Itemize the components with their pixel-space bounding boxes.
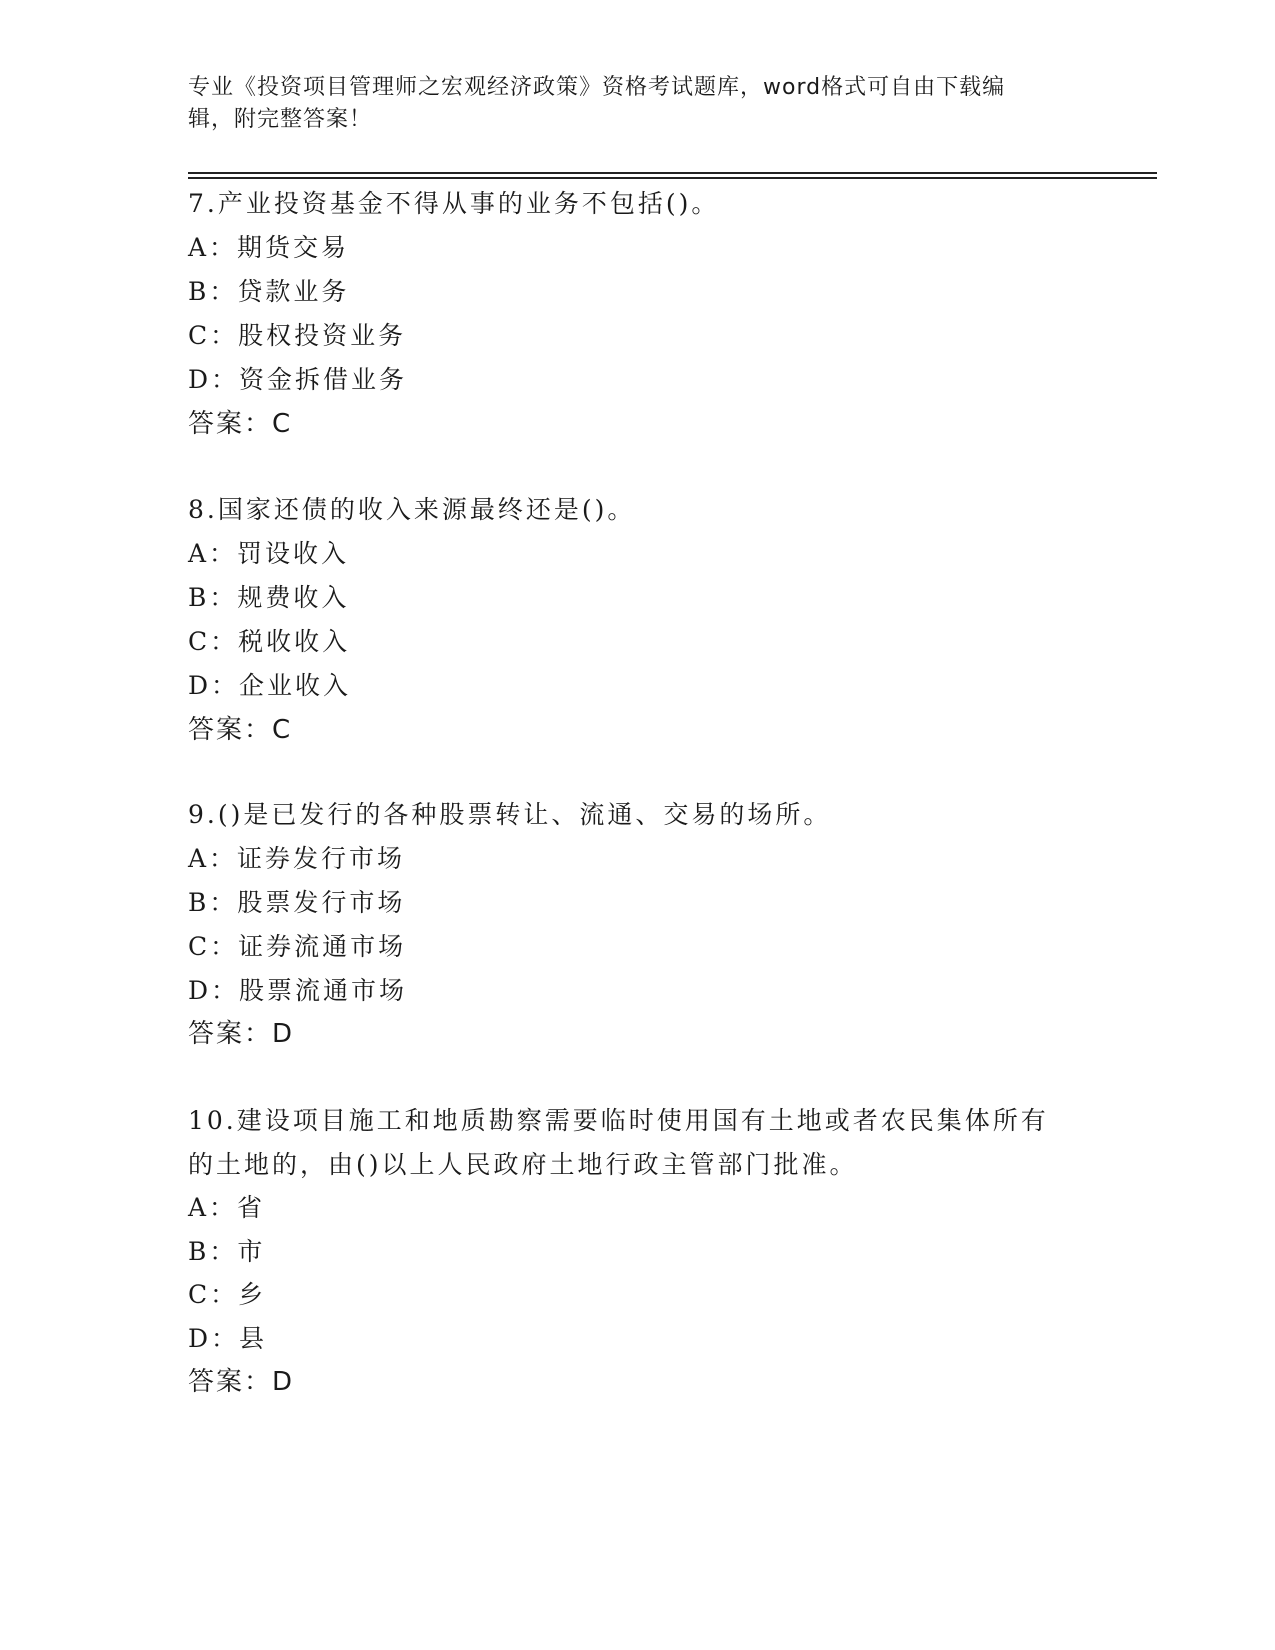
answer-line: 答案：D	[188, 1367, 295, 1397]
option-d: D：资金拆借业务	[188, 365, 408, 394]
question-text: 9.()是已发行的各种股票转让、流通、交易的场所。	[188, 800, 832, 829]
header-rule-top	[188, 172, 1157, 174]
answer-line: 答案：C	[188, 409, 293, 439]
intro-line-1: 专业《投资项目管理师之宏观经济政策》资格考试题库，word格式可自由下载编	[188, 75, 1006, 100]
option-a: A：省	[188, 1193, 266, 1222]
question-text: 8.国家还债的收入来源最终还是()。	[188, 495, 636, 524]
option-d: D：股票流通市场	[188, 976, 408, 1005]
option-c: C：股权投资业务	[188, 321, 407, 350]
option-d: D：企业收入	[188, 671, 352, 700]
header-rule-bottom	[188, 177, 1157, 179]
option-c: C：乡	[188, 1280, 267, 1309]
question-text-line-1: 10.建设项目施工和地质勘察需要临时使用国有土地或者农民集体所有	[188, 1106, 1049, 1135]
option-c: C：证券流通市场	[188, 932, 407, 961]
option-d: D：县	[188, 1324, 268, 1353]
option-a: A：罚设收入	[188, 539, 350, 568]
option-b: B：股票发行市场	[188, 888, 406, 917]
option-a: A：证券发行市场	[188, 844, 406, 873]
option-b: B：市	[188, 1237, 266, 1266]
answer-line: 答案：C	[188, 715, 293, 745]
option-a: A：期货交易	[188, 233, 350, 262]
option-c: C：税收收入	[188, 627, 351, 656]
answer-line: 答案：D	[188, 1019, 295, 1049]
intro-line-2: 辑，附完整答案！	[188, 107, 373, 132]
option-b: B：贷款业务	[188, 277, 350, 306]
question-text-line-2: 的土地的，由()以上人民政府土地行政主管部门批准。	[188, 1150, 858, 1179]
option-b: B：规费收入	[188, 583, 350, 612]
question-text: 7.产业投资基金不得从事的业务不包括()。	[188, 189, 720, 218]
